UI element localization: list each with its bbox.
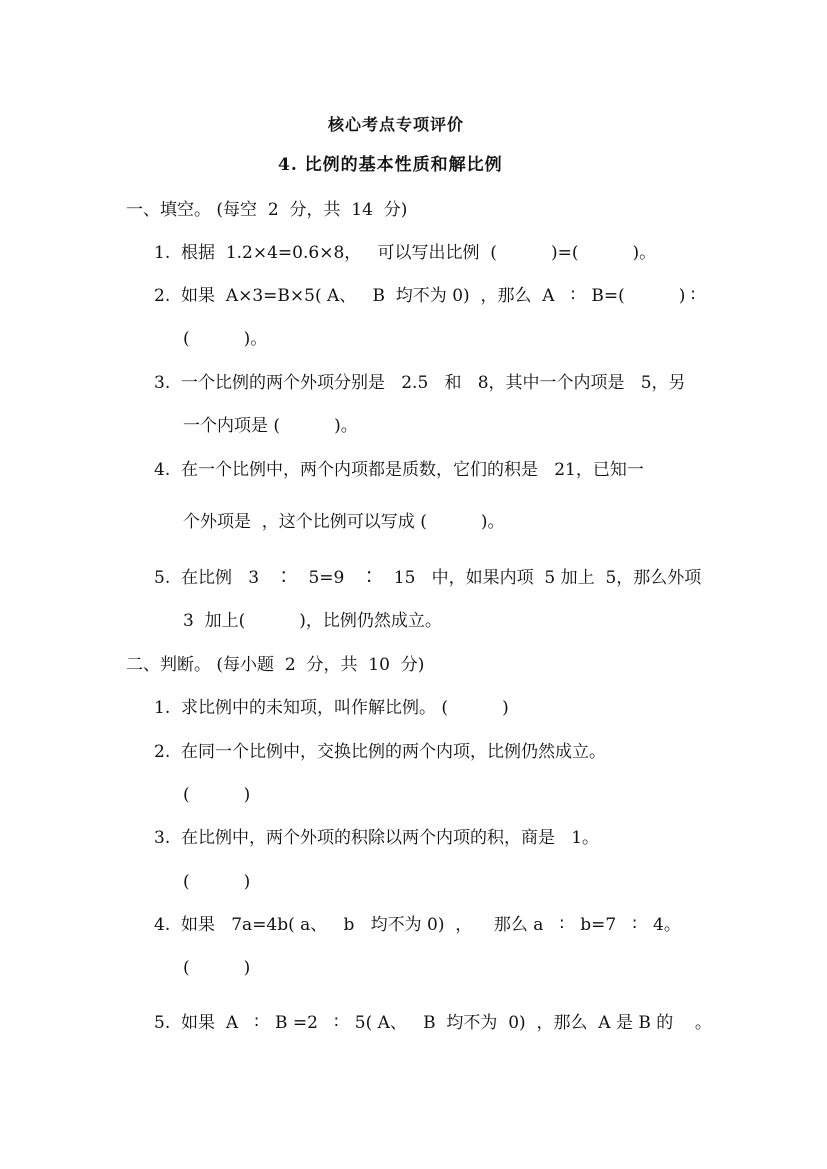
fill-question-5-line-2: 3 加上( )，比例仍然成立。 [183, 611, 442, 631]
section-fill-blank-heading: 一、填空。 (每空 2 分，共 14 分) [126, 200, 408, 220]
fill-question-4-line-1: 4. 在一个比例中，两个内项都是质数，它们的积是 21，已知一 [154, 460, 644, 480]
fill-question-2-line-2: ( )。 [183, 329, 268, 349]
judge-question-3-line-2: ( ) [183, 872, 251, 892]
page-title: 核心考点专项评价 [328, 115, 465, 134]
judge-question-5-line-1: 5. 如果 A ∶ B =2 ∶ 5( A、 B 均不为 0) ，那么 A 是 B 的 。 [154, 1013, 712, 1033]
judge-question-4-line-1: 4. 如果 7a=4b( a、 b 均不为 0) ， 那么 a ∶ b=7 ∶ 4。 [154, 915, 681, 935]
fill-question-3-line-2: 一个内项是 ( )。 [183, 416, 358, 436]
fill-question-1: 1. 根据 1.2×4=0.6×8， 可以写出比例 ( )=( )。 [154, 243, 657, 263]
fill-question-3-line-1: 3. 一个比例的两个外项分别是 2.5 和 8，其中一个内项是 5，另 [154, 373, 686, 393]
fill-question-4-line-2: 个外项是 ，这个比例可以写成 ( )。 [183, 512, 505, 532]
judge-question-3-line-1: 3. 在比例中，两个外项的积除以两个内项的积，商是 1。 [154, 828, 600, 848]
judge-question-4-line-2: ( ) [183, 958, 251, 978]
fill-question-2-line-1: 2. 如果 A×3=B×5( A、 B 均不为 0) ，那么 A ∶ B=( ) ∶ [154, 286, 696, 306]
judge-question-2-line-2: ( ) [183, 785, 251, 805]
section-judge-heading: 二、判断。 (每小题 2 分，共 10 分) [126, 655, 425, 675]
judge-question-1: 1. 求比例中的未知项，叫作解比例。 ( ) [154, 698, 509, 718]
fill-question-5-line-1: 5. 在比例 3 ∶ 5=9 ∶ 15 中，如果内项 5 加上 5，那么外项 [154, 568, 702, 588]
page-subtitle: 4. 比例的基本性质和解比例 [278, 155, 503, 175]
judge-question-2-line-1: 2. 在同一个比例中，交换比例的两个内项，比例仍然成立。 [154, 742, 607, 762]
